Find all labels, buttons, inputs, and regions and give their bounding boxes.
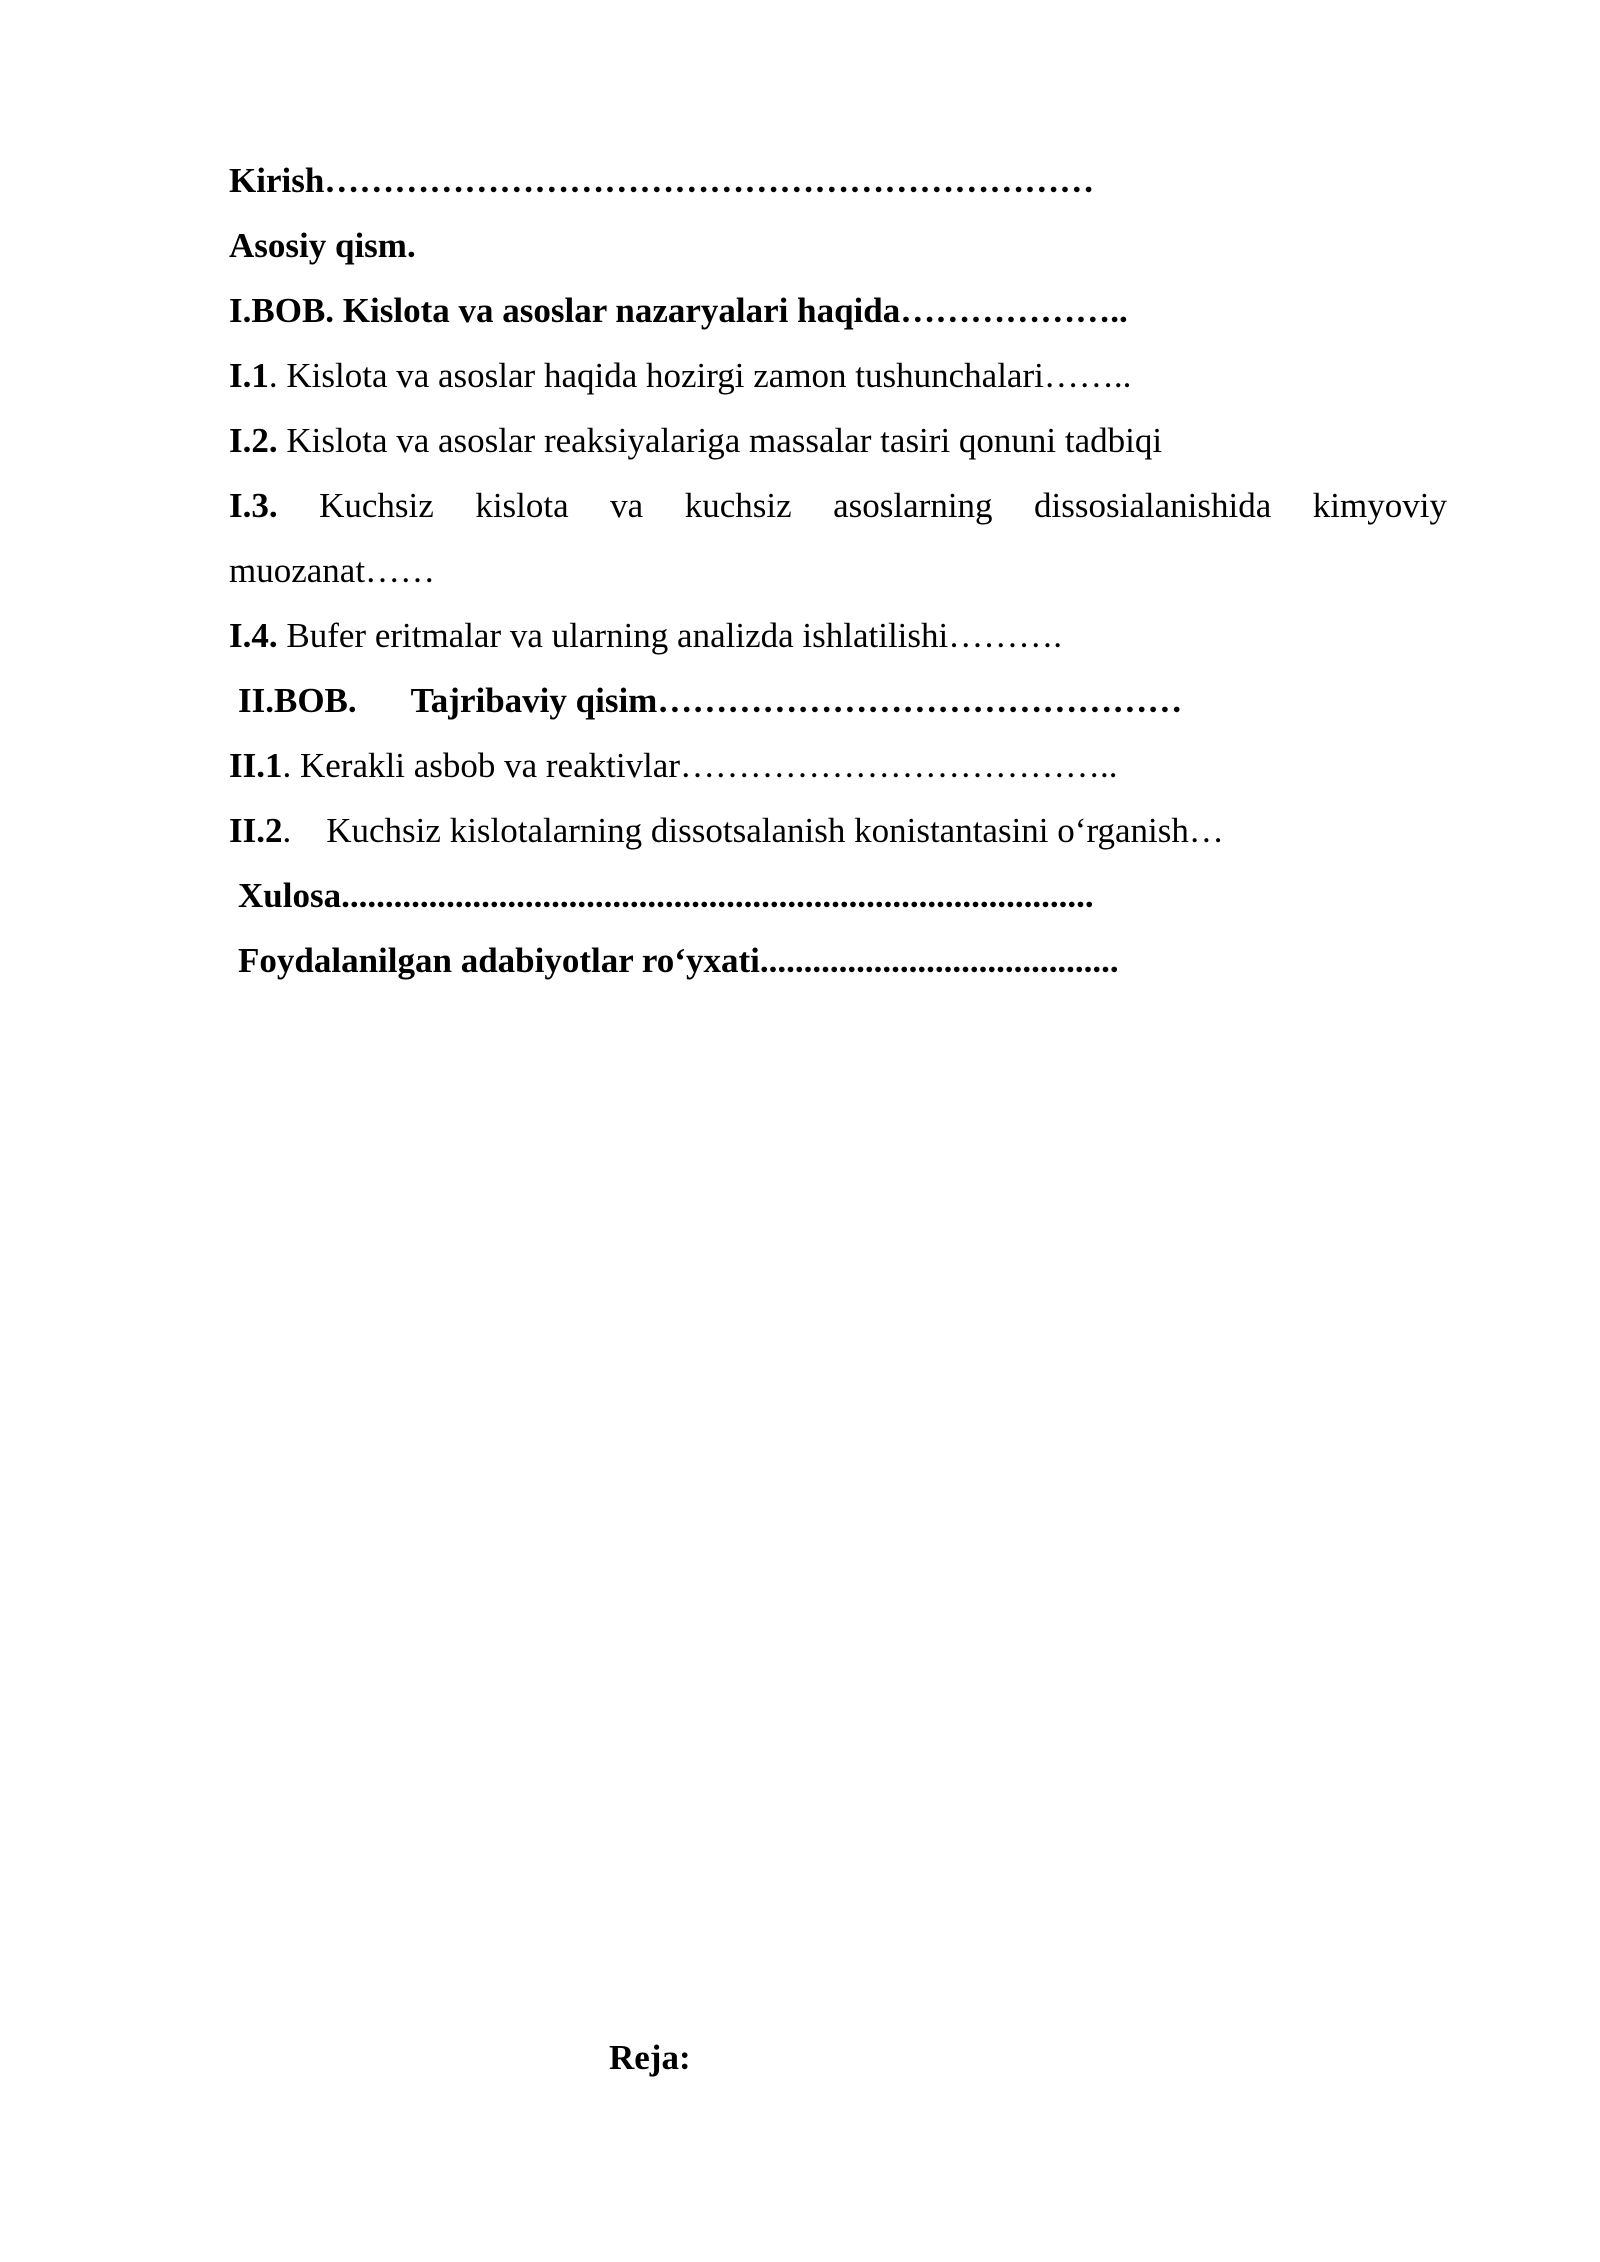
section-title: . Kerakli asbob va reaktivlar………………………………..: [282, 746, 1118, 785]
section-title-word: kuchsiz: [684, 486, 792, 525]
section-number: I.1: [229, 356, 269, 395]
chapter-label: II.BOB.: [238, 681, 357, 720]
section-title: . Kislota va asoslar haqida hozirgi zamon tushunchalari……..: [268, 356, 1132, 395]
toc-chapter-1: I.BOB. Kislota va asoslar nazaryalari haqida………………..: [229, 291, 1128, 330]
section-number: II.2: [229, 811, 283, 850]
toc-section-2-2: [229, 798, 1447, 863]
chapter-title: Tajribaviy qisim………………………………………: [410, 681, 1183, 720]
section-number: I.4.: [229, 616, 278, 655]
toc-xulosa: Xulosa......................................................................................: [238, 876, 1094, 915]
section-title-word: kimyoviy: [1312, 486, 1447, 525]
toc-section-1-4: [229, 603, 1447, 668]
section-title: Kislota va asoslar reaksiyalariga massalar tasiri qonuni tadbiqi: [277, 421, 1163, 460]
section-title-word: asoslarning: [833, 486, 993, 525]
toc-section-1-3-continued: muozanat……: [229, 551, 436, 590]
table-of-contents: [229, 148, 1447, 993]
toc-chapter-2: [229, 668, 1447, 733]
section-title-word: kislota: [475, 486, 569, 525]
section-number: II.1: [229, 746, 283, 785]
section-number: I.3.: [229, 486, 278, 525]
toc-kirish: Kirish…………………………………………………………: [229, 161, 1095, 200]
section-title-word: va: [610, 486, 644, 525]
reja-heading: Reja:: [609, 2038, 691, 2077]
section-title-word: dissosialanishida: [1034, 486, 1272, 525]
toc-section-1-2: [229, 408, 1447, 473]
toc-section-1-1: [229, 343, 1447, 408]
toc-asosiy-qism: Asosiy qism.: [229, 226, 416, 265]
toc-section-2-1: [229, 733, 1447, 798]
section-title: . Kuchsiz kislotalarning dissotsalanish konistantasini o‘rganish…: [282, 811, 1224, 850]
section-number: I.2.: [229, 421, 278, 460]
section-title-word: Kuchsiz: [319, 486, 434, 525]
toc-adabiyotlar: Foydalanilgan adabiyotlar ro‘yxati.........................................: [238, 941, 1119, 980]
toc-section-1-3: [229, 473, 1447, 538]
section-title: Bufer eritmalar va ularning analizda ishlatilishi……….: [277, 616, 1062, 655]
